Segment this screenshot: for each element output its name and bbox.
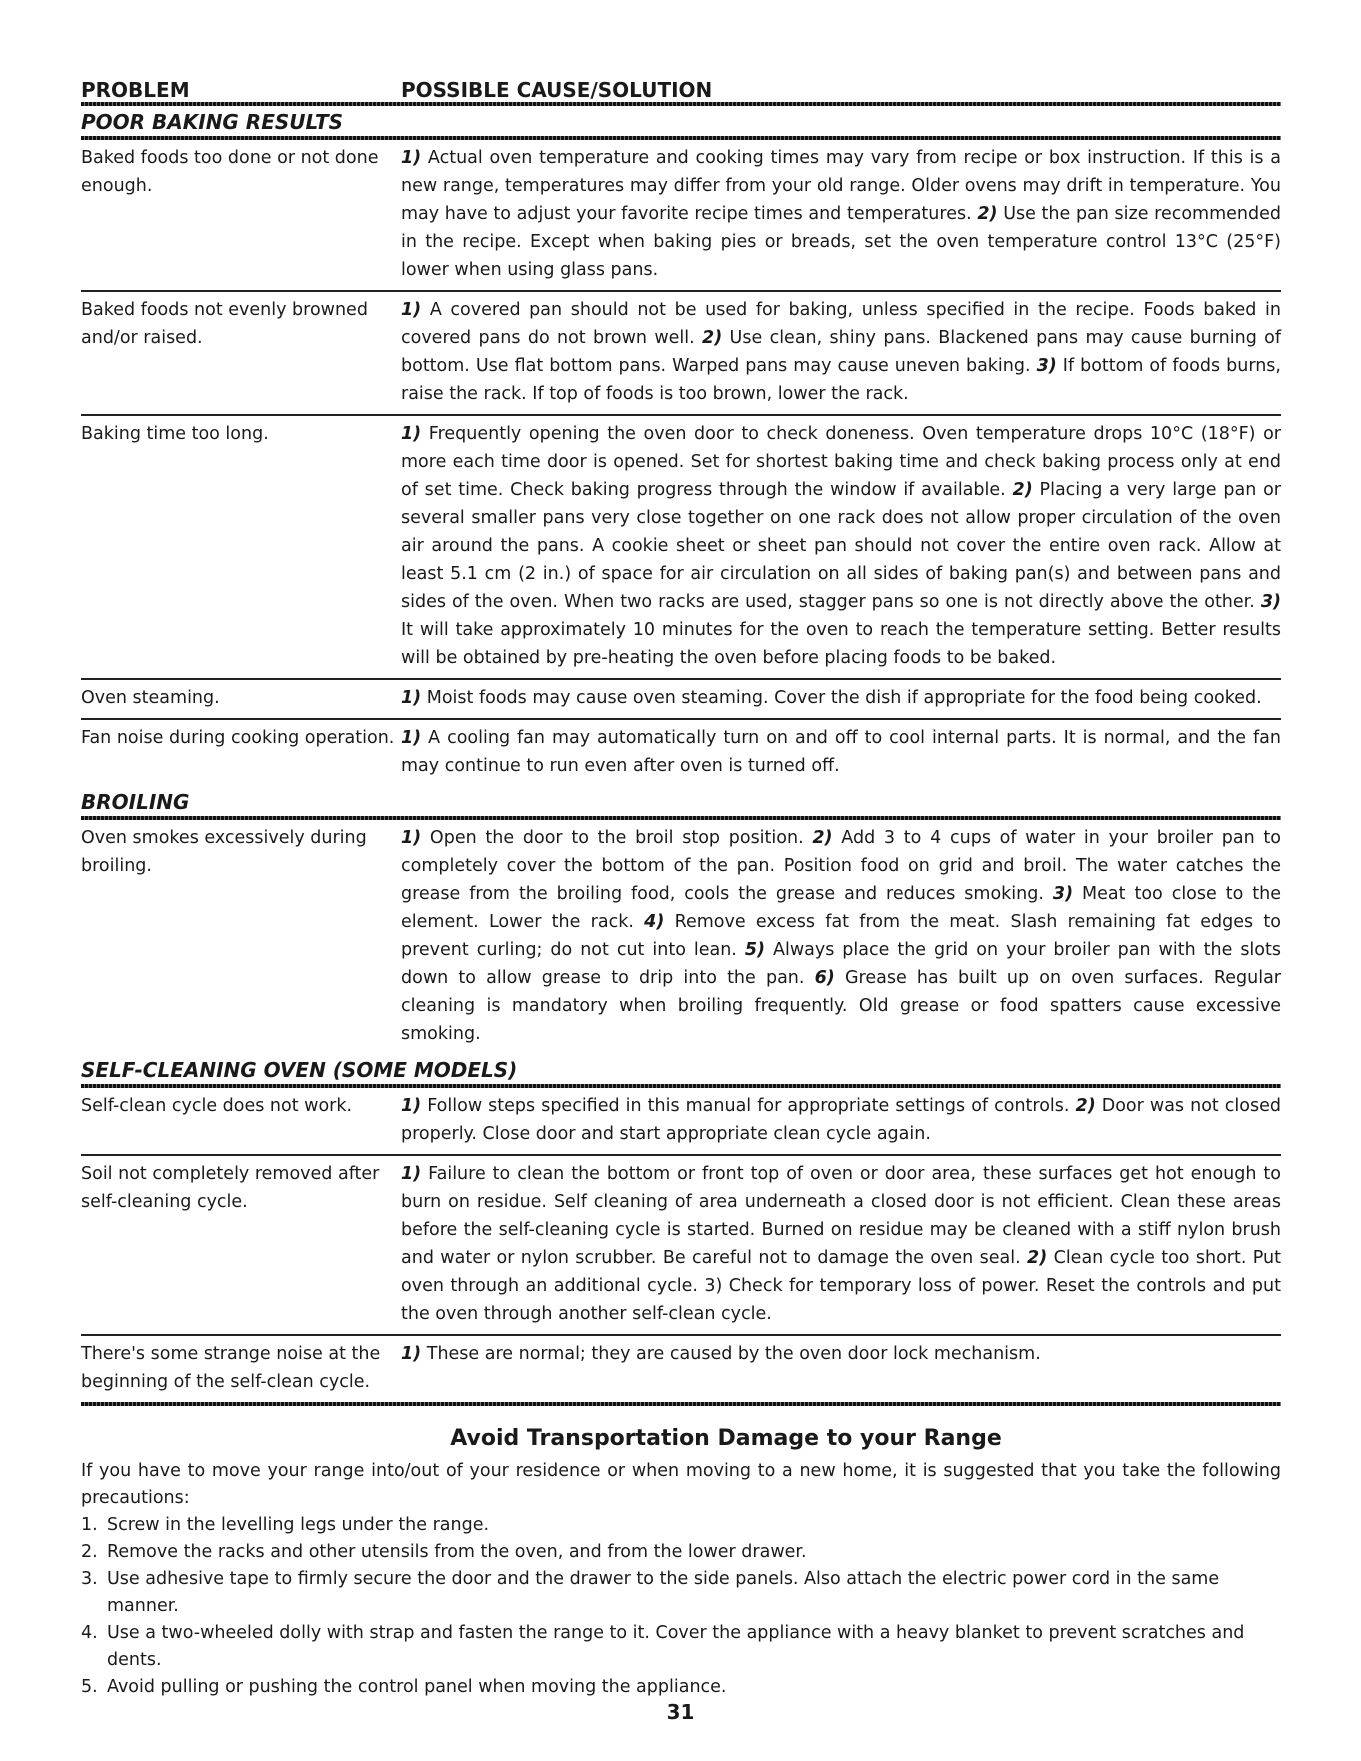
solution-text xyxy=(401,684,1281,712)
step-number: 1) xyxy=(401,1344,422,1364)
solution-text xyxy=(401,144,1281,284)
table-row xyxy=(81,292,1281,414)
solution-text xyxy=(401,1340,1281,1396)
step-number: 1) xyxy=(401,1096,422,1116)
solution-part: These are normal; they are caused by the oven door lock mechanism. xyxy=(421,1344,1041,1364)
troubleshooting-table xyxy=(81,106,1281,1406)
solution-part: Remove excess fat from the meat. Slash remaining fat edges to prevent curling; do not cut into lean. xyxy=(401,912,1281,960)
step-number: 1) xyxy=(401,828,422,848)
solution-text xyxy=(401,724,1281,780)
problem-text: Self-clean cycle does not work. xyxy=(81,1096,353,1116)
list-number: 5. xyxy=(81,1677,98,1697)
step-number: 5) xyxy=(744,940,766,960)
step-number: 2) xyxy=(1027,1248,1048,1268)
row-rule xyxy=(81,1402,1281,1406)
list-number: 1. xyxy=(81,1515,98,1535)
solution-part: Clean cycle too short. Put oven through an additional cycle. 3) Check for temporary loss of power. Reset the controls and put the oven through another self-clean cycle. xyxy=(401,1248,1281,1324)
solution-part: Grease has built up on oven surfaces. Regular cleaning is mandatory when broiling frequently. Old grease or food spatters cause excessive smoking. xyxy=(401,968,1281,1044)
step-number: 2) xyxy=(1075,1096,1096,1116)
list-text: Remove the racks and other utensils from the oven, and from the lower drawer. xyxy=(107,1542,807,1562)
list-number: 4. xyxy=(81,1623,98,1643)
table-row xyxy=(81,680,1281,718)
step-number: 1) xyxy=(401,148,422,168)
list-text: Screw in the levelling legs under the range. xyxy=(107,1515,490,1535)
solution-part: Actual oven temperature and cooking times may vary from recipe or box instruction. If this is a new range, temperatures may differ from your old range. Older ovens may drift in temperature. You may have to adjust your favorite recipe times and temperatures. xyxy=(401,148,1281,224)
solution-text xyxy=(401,1092,1281,1148)
solution-part: Door was not closed properly. Close door and start appropriate clean cycle again. xyxy=(401,1096,1281,1144)
step-number: 1) xyxy=(401,424,422,444)
table-row xyxy=(81,1336,1281,1402)
solution-part: Placing a very large pan or several smaller pans very close together on one rack does not allow proper circulation of the oven air around the pans. A cookie sheet or sheet pan should not cover the entire oven rack. Allow at least 5.1 cm (2 in.) of space for air circulation on all sides of baking pan(s) and between pans and sides of the oven. When two racks are used, stagger pans so one is not directly above the other. xyxy=(401,480,1281,612)
solution-part: It will take approximately 10 minutes for the oven to reach the temperature setting. Better results will be obtained by pre-heating the oven before placing foods to be baked. xyxy=(401,620,1281,668)
solution-part: Always place the grid on your broiler pan with the slots down to allow grease to drip into the pan. xyxy=(401,940,1281,988)
step-number: 6) xyxy=(814,968,835,988)
solution-text xyxy=(401,420,1281,672)
solution-column-label: POSSIBLE CAUSE/SOLUTION xyxy=(401,78,713,102)
list-item xyxy=(81,1512,1281,1539)
problem-text: Oven steaming. xyxy=(81,688,220,708)
list-item xyxy=(81,1539,1281,1566)
solution-part: Frequently opening the oven door to check doneness. Oven temperature drops 10°C (18°F) or more each time door is opened. Set for shortest baking time and check baking process only at end of set time. Check baking progress through the window if available. xyxy=(401,424,1281,500)
table-row xyxy=(81,140,1281,290)
step-number: 1) xyxy=(401,688,422,708)
solution-part: Use clean, shiny pans. Blackened pans may cause burning of bottom. Use flat bottom pans. Warped pans may cause uneven baking. xyxy=(401,328,1281,376)
step-number: 2) xyxy=(1012,480,1033,500)
list-text: Use a two-wheeled dolly with strap and fasten the range to it. Cover the appliance with a heavy blanket to prevent scratches and dents. xyxy=(107,1623,1245,1670)
step-number: 3) xyxy=(1052,884,1074,904)
problem-text: Baked foods too done or not done enough. xyxy=(81,148,379,196)
section-title: SELF-CLEANING OVEN (SOME MODELS) xyxy=(81,1058,518,1082)
solution-part: Add 3 to 4 cups of water in your broiler pan to completely cover the bottom of the pan. Position food on grid and broil. The water catches the grease from the broiling food, cools the grease and reduces smoking. xyxy=(401,828,1281,904)
step-number: 1) xyxy=(401,1164,422,1184)
step-number: 1) xyxy=(401,300,422,320)
solution-text xyxy=(401,824,1281,1048)
table-row xyxy=(81,820,1281,1054)
list-text: Use adhesive tape to firmly secure the door and the drawer to the side panels. Also attach the electric power cord in the same manner. xyxy=(107,1569,1220,1616)
step-number: 1) xyxy=(401,728,422,748)
problem-text: Oven smokes excessively during broiling. xyxy=(81,828,367,876)
transport-steps xyxy=(81,1512,1281,1701)
list-item xyxy=(81,1620,1281,1674)
solution-part: Follow steps specified in this manual for appropriate settings of controls. xyxy=(421,1096,1076,1116)
section-title: POOR BAKING RESULTS xyxy=(81,110,343,134)
step-number: 3) xyxy=(1036,356,1057,376)
page-number: 31 xyxy=(666,1700,695,1724)
list-number: 3. xyxy=(81,1569,98,1589)
column-header xyxy=(81,72,1281,102)
table-row xyxy=(81,1156,1281,1334)
solution-part: Open the door to the broil stop position. xyxy=(421,828,813,848)
step-number: 4) xyxy=(644,912,665,932)
problem-text: Baking time too long. xyxy=(81,424,269,444)
solution-part: Moist foods may cause oven steaming. Cover the dish if appropriate for the food being cooked. xyxy=(421,688,1262,708)
list-number: 2. xyxy=(81,1542,98,1562)
step-number: 2) xyxy=(977,204,998,224)
transport-intro: If you have to move your range into/out of your residence or when moving to a new home, it is suggested that you take the following precautions: xyxy=(81,1461,1281,1508)
table-row xyxy=(81,720,1281,786)
solution-part: Failure to clean the bottom or front top of oven or door area, these surfaces get hot enough to burn on residue. Self cleaning of area underneath a closed door is not efficient. Clean these areas before the self-cleaning cycle is started. Burned on residue may be cleaned with a stiff nylon brush and water or nylon scrubber. Be careful not to damage the oven seal. xyxy=(401,1164,1281,1268)
problem-text: Soil not completely removed after self-cleaning cycle. xyxy=(81,1164,380,1212)
solution-part: Use the pan size recommended in the recipe. Except when baking pies or breads, set the oven temperature control 13°C (25°F) lower when using glass pans. xyxy=(401,204,1281,280)
solution-part: A cooling fan may automatically turn on and off to cool internal parts. It is normal, and the fan may continue to run even after oven is turned off. xyxy=(401,728,1281,776)
solution-text xyxy=(401,1160,1281,1328)
troubleshooting-page xyxy=(81,72,1281,1701)
step-number: 3) xyxy=(1260,592,1281,612)
solution-part: If bottom of foods burns, raise the rack. If top of foods is too brown, lower the rack. xyxy=(401,356,1281,404)
transport-title: Avoid Transportation Damage to your Range xyxy=(450,1426,1002,1451)
problem-text: There's some strange noise at the beginning of the self-clean cycle. xyxy=(81,1344,381,1392)
solution-part: Meat too close to the element. Lower the rack. xyxy=(401,884,1281,932)
step-number: 2) xyxy=(702,328,723,348)
list-item xyxy=(81,1674,1281,1701)
solution-part: A covered pan should not be used for baking, unless specified in the recipe. Foods baked in covered pans do not brown well. xyxy=(401,300,1281,348)
table-row xyxy=(81,1088,1281,1154)
list-text: Avoid pulling or pushing the control panel when moving the appliance. xyxy=(107,1677,727,1697)
problem-column-label: PROBLEM xyxy=(81,78,190,102)
problem-text: Fan noise during cooking operation. xyxy=(81,728,395,748)
list-item xyxy=(81,1566,1281,1620)
table-row xyxy=(81,416,1281,678)
solution-text xyxy=(401,296,1281,408)
step-number: 2) xyxy=(812,828,833,848)
section-title: BROILING xyxy=(81,790,190,814)
problem-text: Baked foods not evenly browned and/or raised. xyxy=(81,300,368,348)
